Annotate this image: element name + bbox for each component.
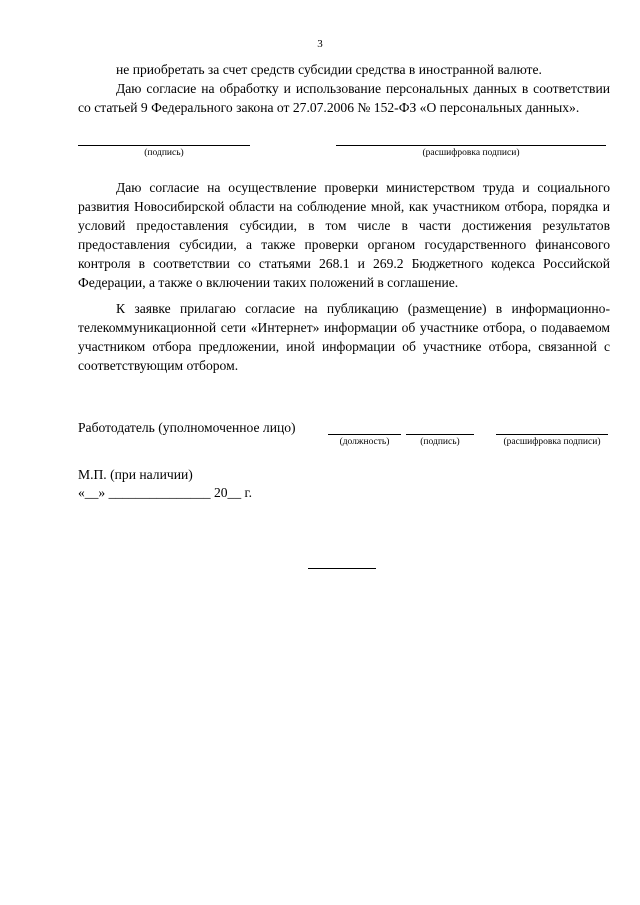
decryption-line [336, 145, 606, 146]
paragraph-currency: не приобретать за счет средств субсидии средства в иностранной валюте. [116, 62, 542, 77]
employer-label: Работодатель (уполномоченное лицо) [78, 420, 296, 435]
employer-decryption-line [496, 434, 608, 435]
decryption-caption: (расшифровка подписи) [422, 148, 520, 158]
signature-caption: (подпись) [144, 148, 184, 158]
page-number: 3 [317, 38, 323, 50]
paragraph-personal-data-consent: Даю согласие на обработку и использование персональных данных в соответствии со статьей 9 Федерального закона от 27.07.2006 № 152-ФЗ «О персональных данных». [78, 81, 610, 115]
stamp-line: М.П. (при наличии) [78, 467, 193, 482]
employer-decryption-caption: (расшифровка подписи) [503, 437, 601, 447]
signature-line [78, 145, 250, 146]
paragraph-publication-consent: К заявке прилагаю согласие на публикацию (размещение) в информационно-телекоммуникационной сети «Интернет» информации об участнике отбора, о подаваемом участником отбора предложении, иной информации об участнике отбора, связанной с соответствующим отбором. [78, 301, 610, 373]
employer-signature-line [406, 434, 474, 435]
paragraph-verification-consent: Даю согласие на осуществление проверки министерством труда и социального развития Новосибирской области на соблюдение мной, как участником отбора, порядка и условий предоставления субсидии, в том числе в части достижения результатов предоставления субсидии, а также проверки органом государственного финансового контроля в соответствии со статьями 268.1 и 269.2 Бюджетного кодекса Российской Федерации, а также о включении таких положений в соглашение. [78, 180, 610, 290]
end-divider [308, 568, 376, 569]
position-line [328, 434, 401, 435]
date-line: «__» _______________ 20__ г. [78, 485, 252, 500]
employer-signature-caption: (подпись) [420, 437, 460, 447]
position-caption: (должность) [339, 437, 390, 447]
